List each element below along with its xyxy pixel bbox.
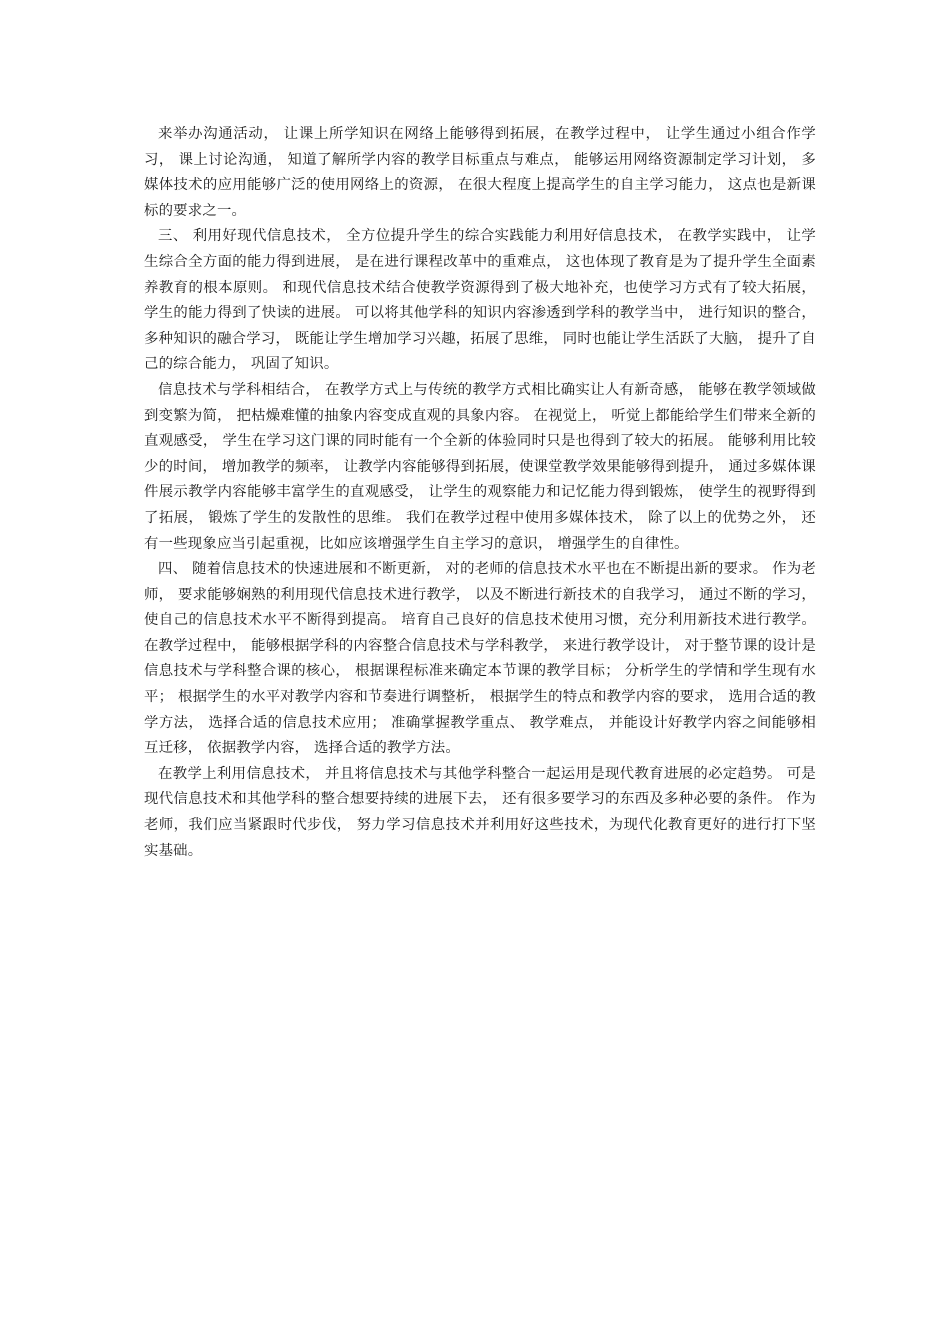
paragraph-3: 信息技术与学科相结合， 在教学方式上与传统的教学方式相比确实让人有新奇感， 能够在教学领域做到变繁为简， 把枯燥难懂的抽象内容变成直观的具象内容。 在视觉上， 听觉上都能给学生们带来全新的直观感受， 学生在学习这门课的同时能有一个全新的体验同时只是也得到了较大的拓展。 能够利用比较少的时间， 增加教学的频率， 让教学内容能够得到拓展，使课堂教学效果能够得到提升， 通过多媒体课件展示教学内容能够丰富学生的直观感受， 让学生的观察能力和记忆能力得到锻炼， 使学生的视野得到了拓展， 锻炼了学生的发散性的思维。 我们在教学过程中使用多媒体技术， 除了以上的优势之外， 还有一些现象应当引起重视，比如应该增强学生自主学习的意识， 增强学生的自律性。 xyxy=(144,381,816,552)
paragraph-4: 四、 随着信息技术的快速进展和不断更新， 对的老师的信息技术水平也在不断提出新的要求。 作为老师， 要求能够娴熟的利用现代信息技术进行教学， 以及不断进行新技术的自我学习， 通过不断的学习， 使自己的信息技术水平不断得到提高。 培育自己良好的信息技术使用习惯，充分利用新技术进行教学。 在教学过程中， 能够根据学科的内容整合信息技术与学科教学， 来进行教学设计， 对于整节课的设计是信息技术与学科整合课的核心， 根据课程标准来确定本节课的教学目标； 分析学生的学情和学生现有水平； 根据学生的水平对教学内容和节奏进行调整析， 根据学生的特点和教学内容的要求， 选用合适的教学方法， 选择合适的信息技术应用； 准确掌握教学重点、 教学难点， 并能设计好教学内容之间能够相互迁移， 依据教学内容， 选择合适的教学方法。 xyxy=(144,561,816,757)
paragraph-1: 来举办沟通活动， 让课上所学知识在网络上能够得到拓展，在教学过程中， 让学生通过小组合作学习， 课上讨论沟通， 知道了解所学内容的教学目标重点与难点， 能够运用网络资源制定学习计划， 多媒体技术的应用能够广泛的使用网络上的资源， 在很大程度上提高学生的自主学习能力， 这点也是新课标的要求之一。 xyxy=(144,126,816,219)
paragraph-2: 三、 利用好现代信息技术， 全方位提升学生的综合实践能力利用好信息技术， 在教学实践中， 让学生综合全方面的能力得到进展， 是在进行课程改革中的重难点， 这也体现了教育是为了提升学生全面素养教育的根本原则。 和现代信息技术结合使教学资源得到了极大地补充，也使学习方式有了较大拓展， 学生的能力得到了快读的进展。 可以将其他学科的知识内容渗透到学科的教学当中， 进行知识的整合， 多种知识的融合学习， 既能让学生增加学习兴趣，拓展了思维， 同时也能让学生活跃了大脑， 提升了自己的综合能力， 巩固了知识。 xyxy=(144,228,816,373)
paragraph-5: 在教学上利用信息技术， 并且将信息技术与其他学科整合一起运用是现代教育进展的必定趋势。 可是现代信息技术和其他学科的整合想要持续的进展下去， 还有很多要学习的东西及多种必要的条件。 作为老师，我们应当紧跟时代步伐， 努力学习信息技术并利用好这些技术，为现代化教育更好的进行打下坚实基础。 xyxy=(144,765,816,859)
document-body xyxy=(144,122,816,864)
